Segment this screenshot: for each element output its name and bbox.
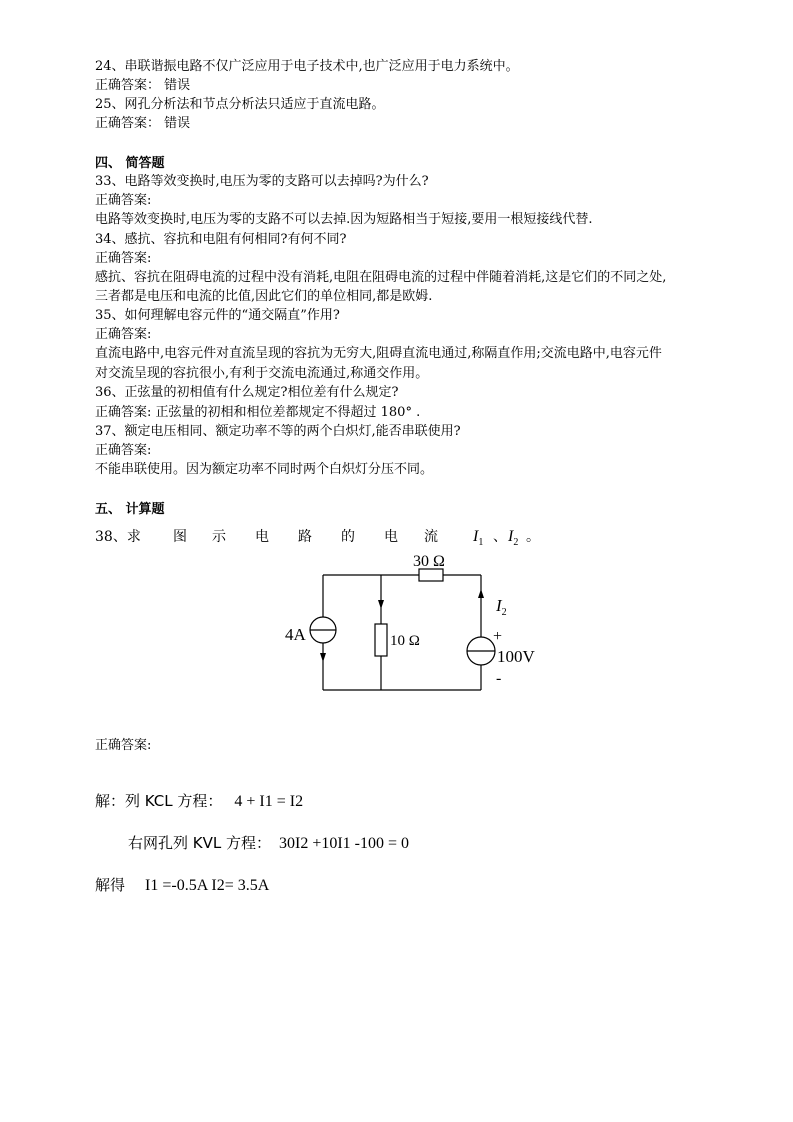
q38-word: 的	[341, 529, 355, 545]
voltage-source-icon	[467, 637, 495, 665]
answer-25: 正确答案： 错误	[95, 116, 191, 131]
question-35: 35、如何理解电容元件的“通交隔直”作用?	[95, 308, 340, 323]
q38-word: 示	[212, 529, 226, 545]
label-i2	[495, 596, 507, 618]
q38-i2	[508, 528, 518, 552]
q38-i1-symbol: I	[473, 528, 479, 545]
current-source-icon	[310, 617, 336, 643]
arrow-down-icon	[378, 600, 384, 609]
answer-37: 不能串联使用。因为额定功率不同时两个白炽灯分压不同。	[95, 462, 434, 477]
answer-34-line-1: 感抗、容抗在阻碍电流的过程中没有消耗,电阻在阻碍电流的过程中伴随着消耗,这是它们的不同之处,	[95, 270, 667, 285]
q38-word: 电	[384, 529, 398, 545]
section-heading-short-answer: 四、 简答题	[95, 156, 165, 171]
question-24: 24、串联谐振电路不仅广泛应用于电子技术中,也广泛应用于电力系统中。	[95, 59, 519, 74]
label-plus: +	[493, 628, 503, 645]
label-10-ohm: 10 Ω	[390, 633, 420, 649]
arrow-down-icon	[320, 653, 326, 662]
solution-kvl	[128, 832, 409, 853]
answer-34-line-2: 三者都是电压和电流的比值,因此它们的单位相同,都是欧姆.	[95, 289, 433, 304]
q38-word: 38、求	[95, 529, 141, 545]
q38-word: 路	[298, 529, 312, 545]
answer-33-label: 正确答案:	[95, 193, 152, 208]
q38-end: 。	[526, 529, 540, 545]
kvl-label: 右网孔列 KVL 方程：	[128, 834, 271, 852]
answer-33: 电路等效变换时,电压为零的支路不可以去掉.因为短路相当于短接,要用一根短接线代替.	[95, 212, 593, 227]
answer-34-label: 正确答案:	[95, 251, 152, 266]
q38-word: 流	[424, 529, 438, 545]
kvl-equation: 30I2 +10I1 -100 = 0	[279, 835, 410, 852]
q38-word: 电	[255, 529, 269, 545]
label-30-ohm: 30 Ω	[413, 553, 445, 570]
resistor-30-ohm	[419, 569, 443, 581]
section-heading-calculation: 五、 计算题	[95, 502, 165, 517]
label-minus: -	[496, 670, 502, 687]
solution-kcl	[95, 790, 303, 811]
arrow-up-icon	[478, 589, 484, 598]
label-100v: 100V	[497, 647, 535, 666]
kcl-equation: 4 + I1 = I2	[234, 793, 304, 810]
result-values: I1 =-0.5A I2= 3.5A	[145, 877, 270, 894]
resistor-10-ohm	[375, 624, 387, 656]
q38-i1-sub: 1	[478, 537, 484, 549]
answer-35-label: 正确答案:	[95, 327, 152, 342]
answer-24: 正确答案： 错误	[95, 78, 191, 93]
answer-35-line-2: 对交流呈现的容抗很小,有利于交流电流通过,称通交作用。	[95, 366, 429, 381]
answer-37-label: 正确答案:	[95, 443, 152, 458]
q38-separator: 、	[493, 529, 507, 545]
label-i2-symbol: I	[496, 596, 502, 615]
question-36: 36、正弦量的初相值有什么规定?相位差有什么规定?	[95, 385, 399, 400]
q38-word: 图	[173, 529, 187, 545]
question-37: 37、额定电压相同、额定功率不等的两个白炽灯,能否串联使用?	[95, 424, 461, 439]
solution-result	[95, 874, 269, 895]
kcl-label: 解：列 KCL 方程：	[95, 792, 223, 810]
question-34: 34、感抗、容抗和电阻有何相同?有何不同?	[95, 232, 347, 247]
q38-i1	[473, 528, 483, 552]
answer-36: 正确答案: 正弦量的初相和相位差都规定不得超过 180° .	[95, 405, 421, 420]
q38-i2-sub: 2	[513, 537, 519, 549]
question-25: 25、网孔分析法和节点分析法只适应于直流电路。	[95, 97, 385, 112]
question-33: 33、电路等效变换时,电压为零的支路可以去掉吗?为什么?	[95, 174, 429, 189]
result-label: 解得	[95, 876, 126, 894]
q38-i2-symbol: I	[508, 528, 514, 545]
label-4a: 4A	[285, 625, 306, 644]
answer-38-label: 正确答案:	[95, 738, 152, 753]
answer-35-line-1: 直流电路中,电容元件对直流呈现的容抗为无穷大,阻碍直流电通过,称隔直作用;交流电路中,电容元件	[95, 346, 662, 361]
label-i2-sub: 2	[501, 607, 507, 618]
